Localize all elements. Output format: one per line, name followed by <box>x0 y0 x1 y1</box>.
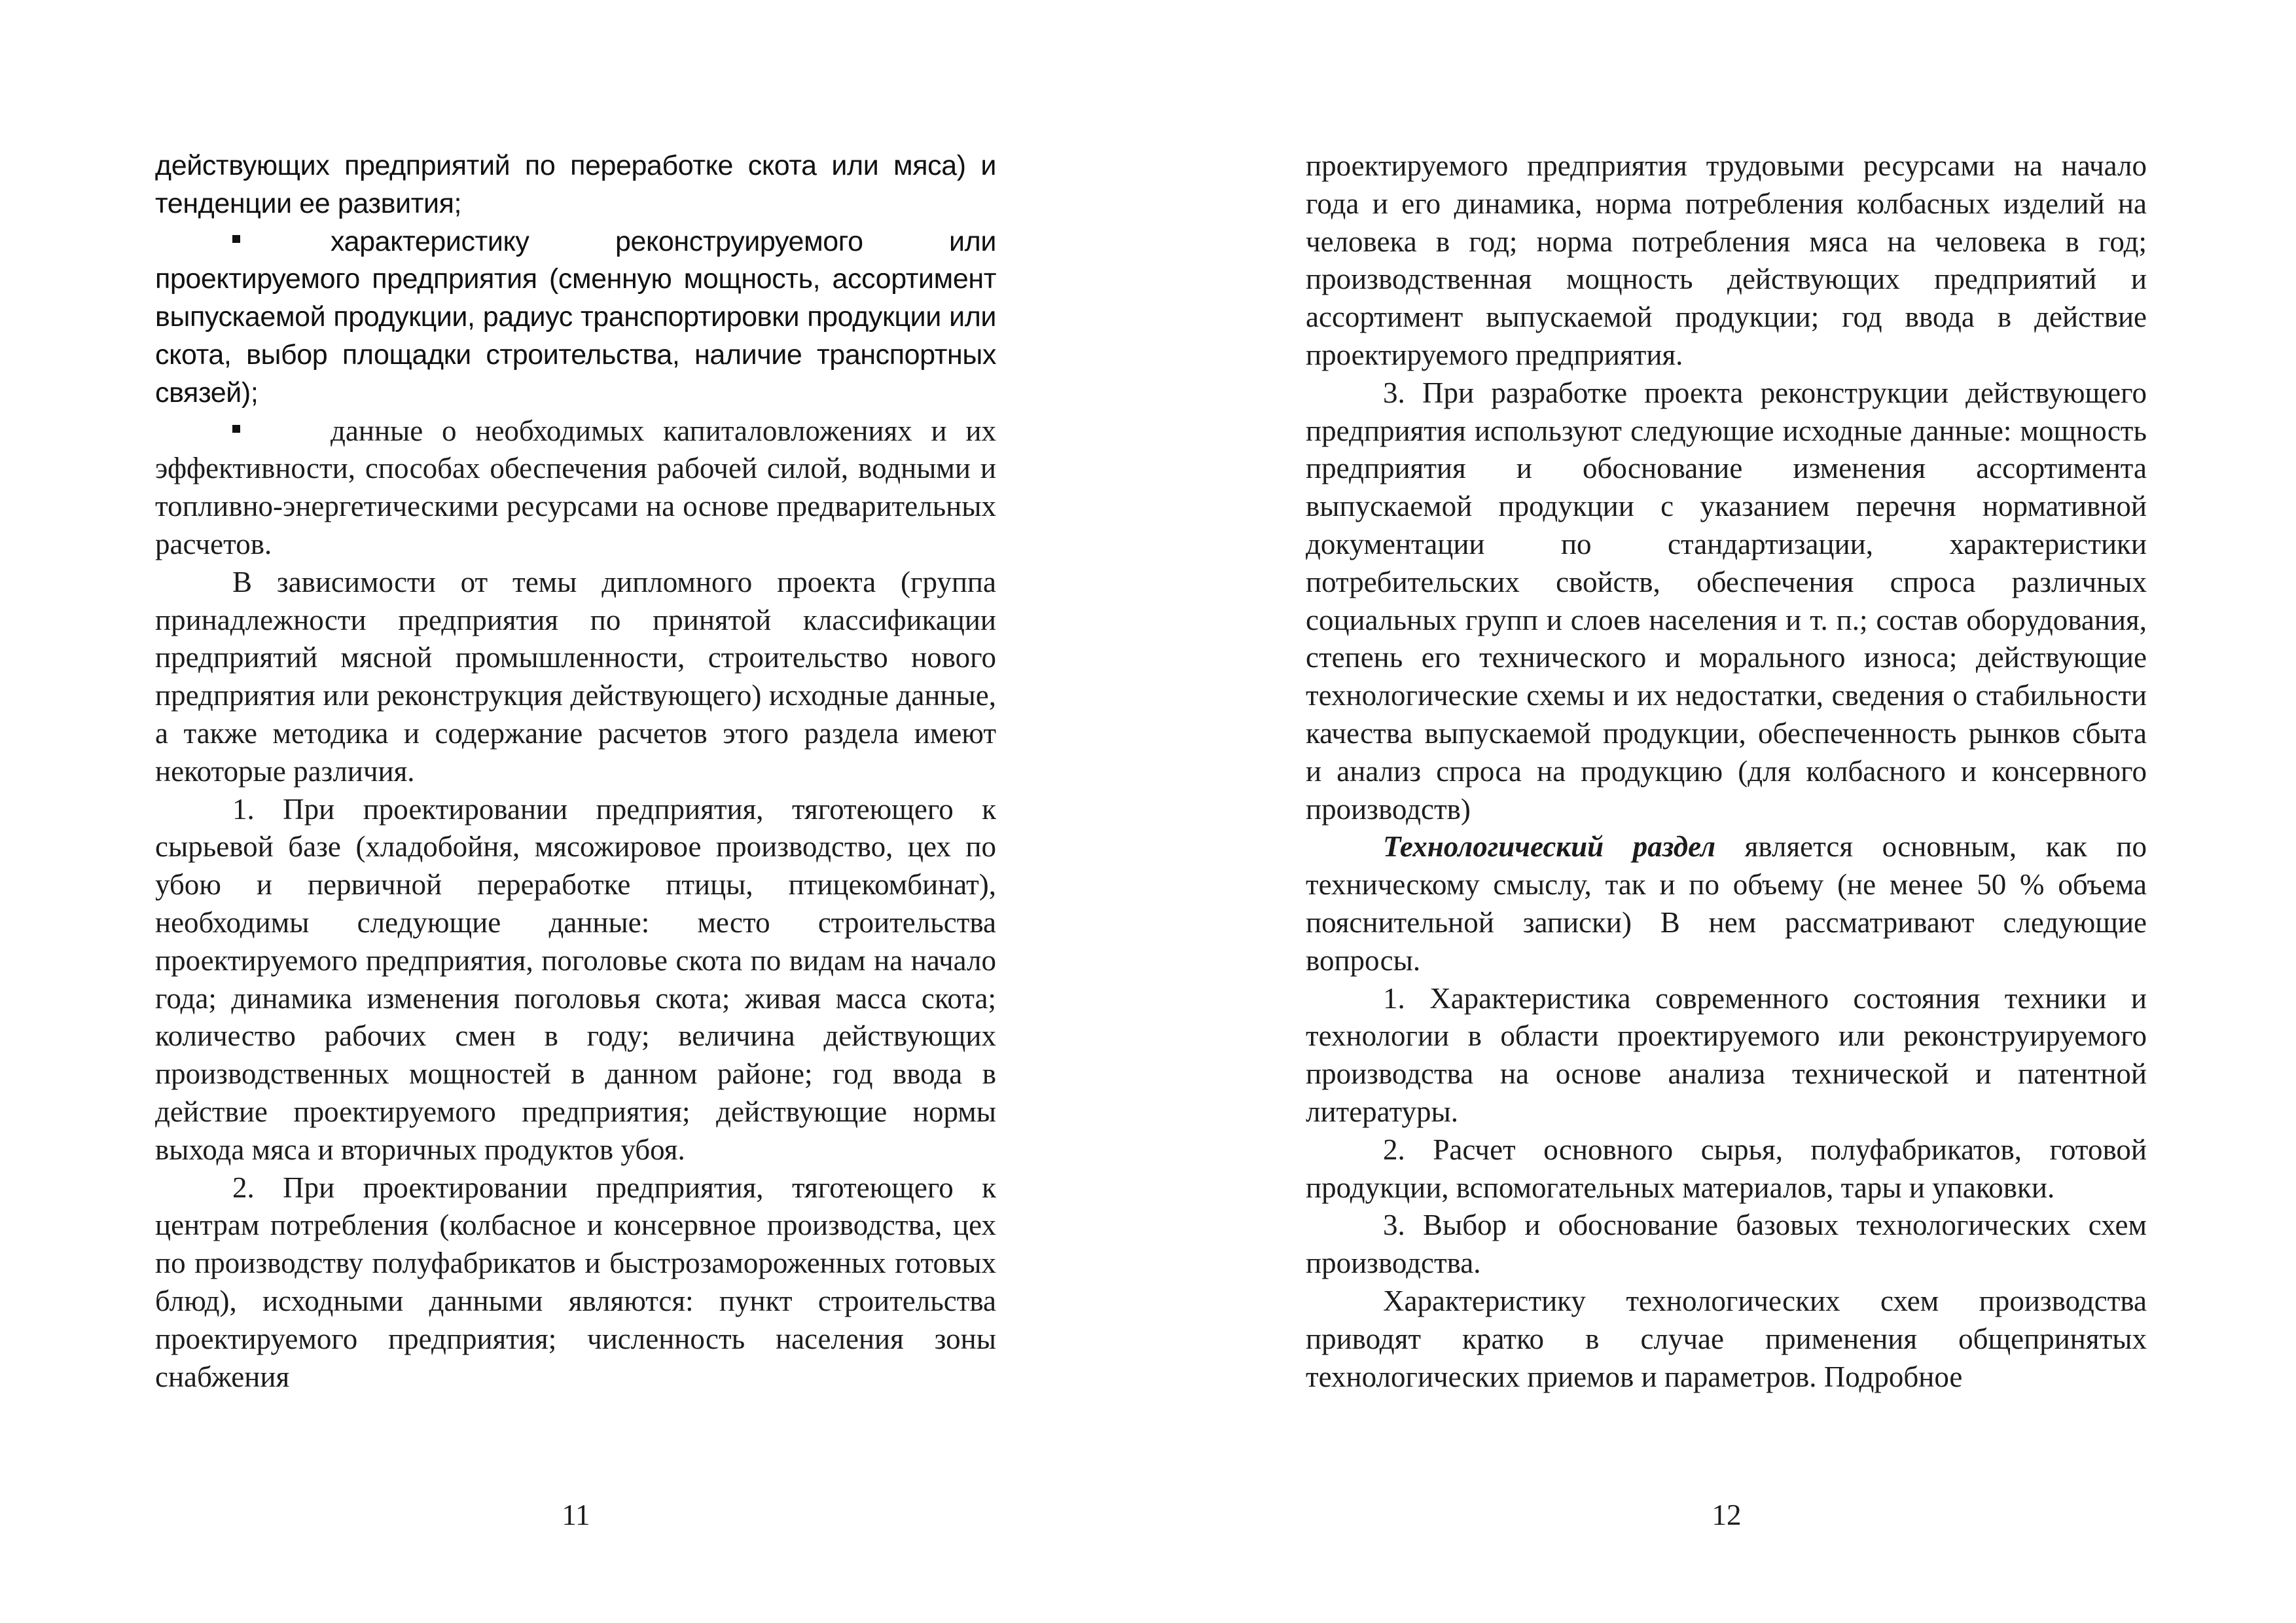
right-paragraph: 2. Расчет основного сырья, полуфабрикатов, готовой продукции, вспомогательных материалов, тары и упаковки. <box>1306 1133 2147 1204</box>
left-paragraph-continued: действующих предприятий по переработке скота или мяса) и тенденции ее развития; <box>155 150 996 219</box>
left-paragraph: В зависимости от темы дипломного проекта (группа принадлежности предприятия по принятой классификации предприятий мясной промышленности, строительство нового предприятия или реконструкция действующего) исходные данные, а также методика и содержание расчетов этого раздела имеют некоторые различия. <box>155 565 996 788</box>
left-bullet-text: характеристику реконструируемого или проектируемого предприятия (сменную мощность, ассортимент выпускаемой продукции, радиус транспортировки продукции или скота, выбор площадки строительства, наличие транспортных связей); <box>155 225 996 409</box>
bullet-square-icon <box>232 223 331 261</box>
right-paragraph-continued: проектируемого предприятия трудовыми ресурсами на начало года и его динамика, норма потребления колбасных изделий на человека в год; норма потребления мяса на человека в год; производственная мощность действующих предприятий и ассортимент выпускаемой продукции; год ввода в действие проектируемого предприятия. <box>1306 149 2147 371</box>
right-page <box>1306 147 2147 1457</box>
right-paragraph: 3. Выбор и обоснование базовых технологических схем производства. <box>1306 1209 2147 1280</box>
left-paragraph: 1. При проектировании предприятия, тяготеющего к сырьевой базе (хладобойня, мясожировое производство, цех по убою и первичной переработке птицы, птицекомбинат), необходимы следующие данные: место строительства проектируемого предприятия, поголовье скота по видам на начало года; динамика изменения поголовья скота; живая масса скота; количество рабочих смен в году; величина действующих производственных мощностей в данном районе; год ввода в действие проектируемого предприятия; действующие нормы выхода мяса и вторичных продуктов убоя. <box>155 792 996 1166</box>
left-paragraph: 2. При проектировании предприятия, тяготеющего к центрам потребления (колбасное и консервное производства, цех по производству полуфабрикатов и быстрозамороженных готовых блюд), исходными данными являются: пункт строительства проектируемого предприятия; численность населения зоны снабжения <box>155 1171 996 1393</box>
section-heading: Технологический раздел <box>1383 830 1716 864</box>
page-number-right: 12 <box>1712 1499 1742 1531</box>
left-bullet-text: данные о необходимых капиталовложениях и их эффективности, способах обеспечения рабочей силой, водными и топливно-энергетическими ресурсами на основе предварительных расчетов. <box>155 414 996 560</box>
right-paragraph: 1. Характеристика современного состояния техники и технологии в области проектируемого или реконструируемого производства на основе анализа технической и патентной литературы. <box>1306 981 2147 1128</box>
left-bullet-item <box>155 223 996 412</box>
right-paragraph: 3. При разработке проекта реконструкции действующего предприятия используют следующие исходные данные: мощность предприятия и обоснование изменения ассортимента выпускаемой продукции с указанием перечня нормативной документации по стандартизации, характеристики потребительских свойств, обеспечения спроса различных социальных групп и слоев населения и т. п.; состав оборудования, степень его технического и морального износа; действующие технологические схемы и их недостатки, сведения о стабильности качества выпускаемой продукции, обеспеченность рынков сбыта и анализ спроса на продукцию (для колбасного и консервного производств) <box>1306 376 2147 826</box>
left-page <box>155 147 996 1457</box>
right-paragraph: Характеристику технологических схем производства приводят кратко в случае применения общепринятых технологических приемов и параметров. Подробное <box>1306 1284 2147 1393</box>
right-paragraph-section <box>1306 828 2147 979</box>
left-bullet-item <box>155 412 996 564</box>
section-intro-text: является основным, как по техническому смыслу, так и по объему (не менее 50 % объема пояснительной записки) В нем рассматривают следующие вопросы. <box>1306 830 2147 977</box>
bullet-square-icon <box>232 412 331 450</box>
page-number-left: 11 <box>562 1499 590 1531</box>
